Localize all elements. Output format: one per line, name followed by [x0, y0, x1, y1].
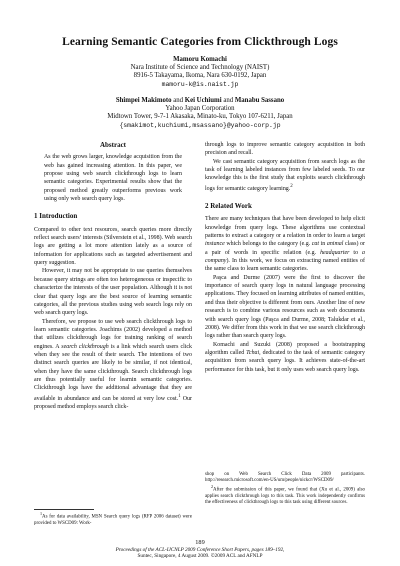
emphasis: a company	[205, 249, 365, 265]
text-run: which belongs to the category (e.g.	[224, 241, 312, 248]
emphasis: animal	[326, 241, 344, 248]
author-name: Manabu Sassano	[234, 97, 285, 104]
author-email: mamoru-k@is.naist.jp	[161, 80, 239, 88]
author-name: Kei Uchiumi	[184, 97, 222, 104]
author-affiliation: Nara Institute of Science and Technology (NAIST)	[130, 64, 270, 72]
footer-line: Suntec, Singapore, 4 August 2009. ©2009 ACL and AFNLP	[137, 553, 263, 560]
author-name: Mamoru Komachi	[173, 56, 227, 63]
text-run: to	[349, 249, 363, 256]
emphasis: headquarter	[320, 249, 350, 256]
text-run: We cast semantic category acquisition from search logs as the task of learning labeled instances from few labeled seeds. To our knowledge this is the first study that exploits search clickthrough logs for semantic category learning.	[205, 158, 365, 192]
author-name: Shimpei Makimoto	[115, 97, 172, 104]
body-paragraph	[205, 158, 365, 193]
footnote-ref[interactable]: 2	[290, 183, 293, 189]
footnotes-right	[205, 472, 365, 507]
left-column	[34, 141, 192, 411]
page-number: 189	[195, 539, 205, 546]
author-and: and	[173, 97, 184, 104]
footnote-mark: 1	[40, 511, 43, 516]
footnote-mark: 2	[211, 484, 214, 490]
related-paragraph	[205, 341, 365, 374]
text-run: Therefore, we propose to use web search clickthrough logs to learn semantic categories. Joachims (2002) developed a method that utilizes clickthrough logs for training ranking of search engines. A	[34, 318, 192, 350]
emphasis: cat	[311, 241, 320, 248]
right-column	[205, 141, 365, 374]
author-email: {smakimot,kuchiumi,msassano}@yahoo-corp.jp	[119, 121, 281, 129]
footnotes-left	[34, 511, 192, 527]
section-heading-related-work: 2 Related Work	[205, 202, 252, 211]
author-address: Midtown Tower, 9-7-1 Akasaka, Minato-ku, Tokyo 107-6211, Japan	[107, 113, 293, 121]
footnote-rule	[34, 509, 94, 510]
emphasis: instance	[205, 241, 225, 248]
intro-paragraph: However, it may not be appropriate to use queries themselves because query strings are often too heterogeneous or inspecific to characterize the interests of the user population. Although it is not clear that query logs are the best source of learning semantic categories, all the previous studies using web search logs rely on web search query logs.	[34, 268, 192, 317]
section-heading-introduction: 1 Introduction	[34, 212, 78, 221]
text-run: Our proposed method employs search click-	[34, 395, 192, 410]
footnote-2	[205, 484, 365, 506]
footnote-text: After the submission of this paper, we found that (Xu et al., 2009) also applies search clickthrough logs to this task. This work independently confirms the effectiveness of clickthrough logs to this task using different sources.	[205, 488, 365, 506]
footer-line: Proceedings of the ACL-IJCNLP 2009 Conference Short Papers, pages 189–192,	[115, 547, 285, 553]
author-affiliation: Yahoo Japan Corporation	[165, 105, 235, 113]
intro-paragraph: Compared to other text resources, search queries more directly reflect search users’ interests (Silverstein et al., 1998). Web search logs are getting a lot more attention lately as a source of information for applications such as targeted advertisement and query suggestion.	[34, 226, 192, 267]
related-paragraph: Paşca and Durme (2007) were the first to discover the importance of search query logs in natural language processing applications. They focused on learning attributes of named entities, and thus their objective is different from ours. Another line of new research is to combine various resources such as web documents with search query logs (Paşca and Durme, 2008; Talukdar et al., 2008). We differ from this work in that we use search clickthrough logs rather than search query logs.	[205, 274, 365, 340]
footnote-1-continued: shop on Web Search Click Data 2009 participants. http://research.microsoft.com/en-US/um/people/nickcr/WSCD09/	[205, 472, 365, 484]
proceedings-footer	[0, 547, 400, 560]
text-run: is a link which search users click when they see the result of their search. The intentions of two distinct search queries are likely to be similar, if not identical, when they have the same clickthrough. Search clickthrough logs are thus potentially useful for learnin semantic categories. Clickthrough logs have the additional advantage that they are available in abundance and can be stored at very low cost.	[34, 343, 192, 402]
text-run: Komachi and Suzuki (2008) proposed a bootstrapping algorithm called	[205, 341, 365, 356]
abstract	[44, 153, 182, 203]
author-address: 8916-5 Takayama, Ikoma, Nara 630-0192, Japan	[133, 72, 267, 80]
author-and: and	[223, 97, 234, 104]
footnote-1	[34, 511, 192, 527]
footnote-ref[interactable]: 1	[178, 393, 181, 399]
body-paragraph: through logs to improve semantic category acquisition in both precision and recall.	[205, 142, 365, 157]
emphasis: search clickthrough	[61, 343, 109, 350]
related-paragraph	[205, 215, 365, 273]
author-block-naist	[0, 56, 400, 89]
paper-title: Learning Semantic Categories from Clickthrough Logs	[62, 36, 338, 48]
intro-paragraph	[34, 318, 192, 412]
author-block-yahoo	[0, 97, 400, 130]
text-run: There are many techniques that have been developed to help elicit knowledge from query logs. These algorithms use contextual patterns to extract a category or a relation in order to learn a target	[205, 216, 365, 240]
abstract-heading: Abstract	[99, 141, 127, 149]
abstract-text: As the web grows larger, knowledge acquisition from the web has gained increasing attention. In this paper, we propose using web search clickthrough logs to learn semantic categories. Experimental results show that the proposed method greatly outperforms previous work using only web search query logs.	[44, 154, 182, 203]
footnote-text: As for data availability, MSN Search query logs (RFP 2006 dataset) were provided to WSCD09: Work-	[34, 514, 192, 526]
text-run: ). In this work, we focus on extracting named entities of the same class to learn semantic categories.	[205, 258, 365, 273]
emphasis: Tchai	[246, 349, 260, 356]
author-names	[0, 97, 400, 105]
text-run: , dedicated to the task of semantic category acquisition from search query logs. It achieves state-of-the-art performance for this task, but it only uses web search query logs.	[205, 349, 365, 373]
text-run: in	[319, 241, 327, 248]
text-run: class) or a pair of words in specific relation (e.g.	[205, 241, 366, 256]
